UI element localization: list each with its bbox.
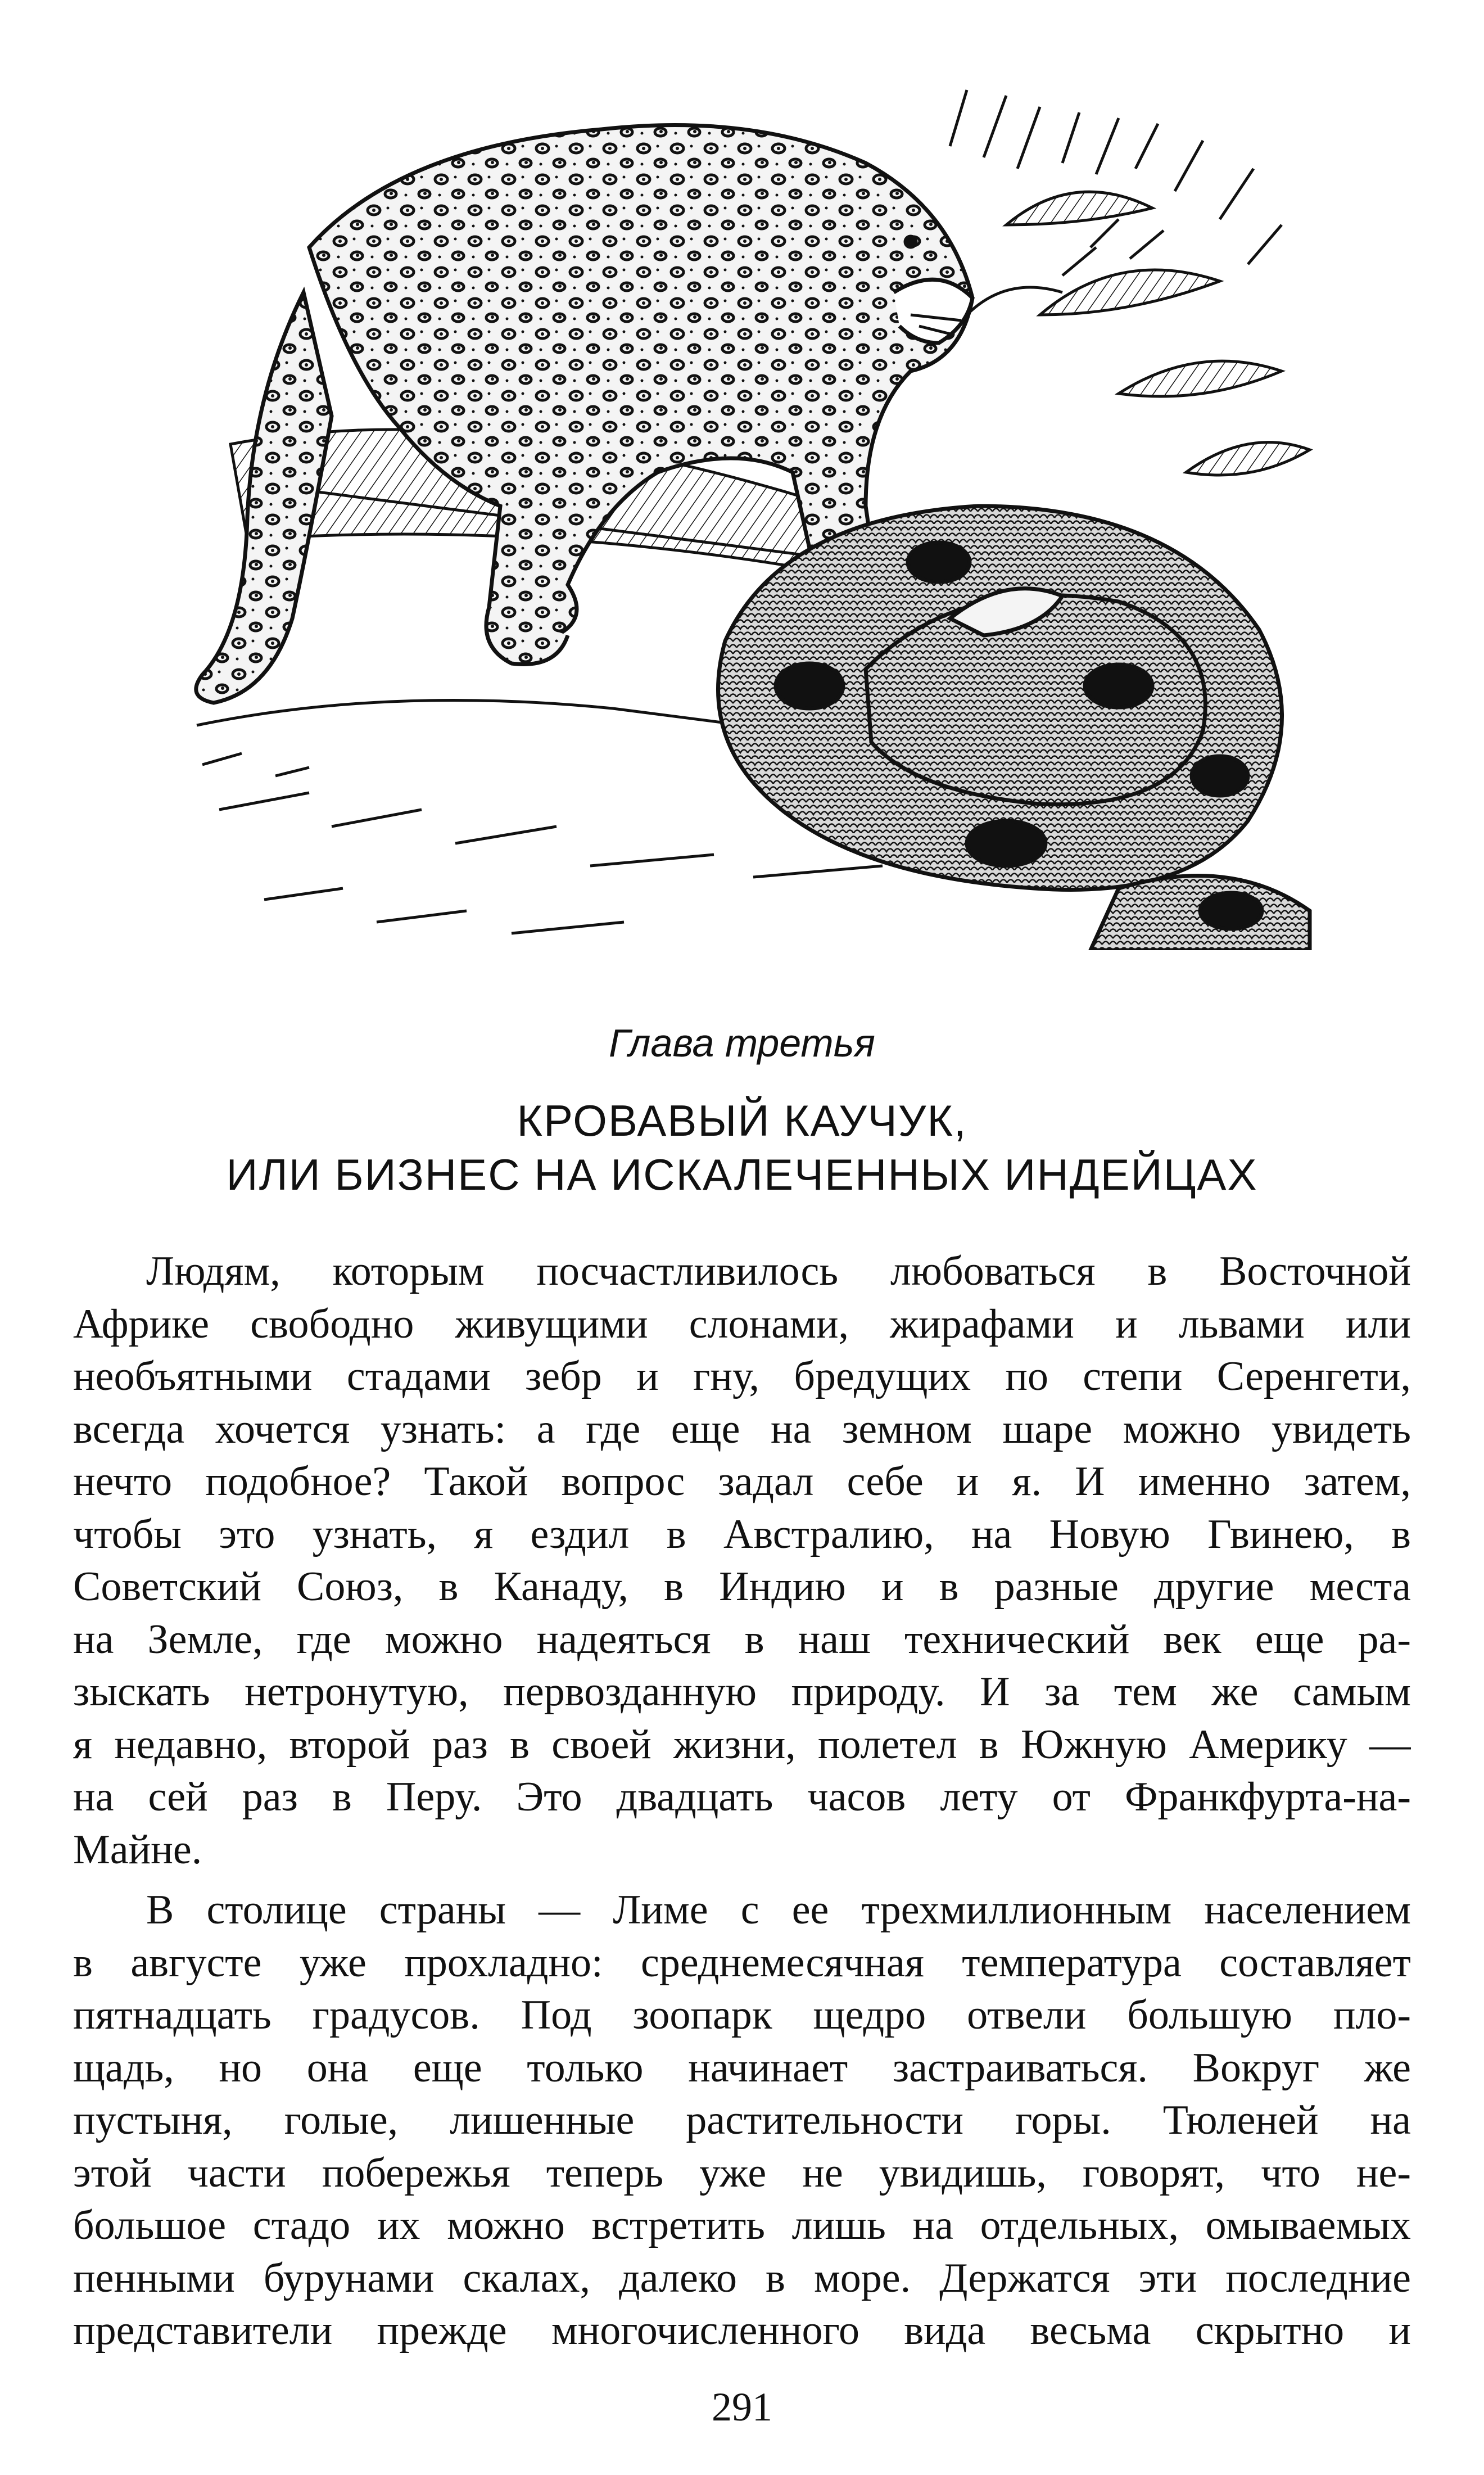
page-number: 291 [712,2384,772,2429]
text-line: я недавно, второй раз в своей жизни, полетел в Южную Америку — [73,1721,1411,1768]
text-line: пятнадцать градусов. Под зоопарк щедро отвели большую пло- [73,1992,1411,2038]
text-line: Людям, которым посчастливилось любоваться в Восточной [146,1248,1411,1294]
paragraph-2 [73,1884,1411,2357]
text-line: необъятными стадами зебр и гну, бредущих по степи Серенгети, [73,1353,1411,1399]
text-line: большое стадо их можно встретить лишь на отдельных, омываемых [73,2202,1411,2248]
text-line: на Земле, где можно надеяться в наш технический век еще ра- [73,1616,1411,1663]
chapter-title-line-2: ИЛИ БИЗНЕС НА ИСКАЛЕЧЕННЫХ ИНДЕЙЦАХ [226,1150,1258,1199]
anaconda [718,506,1310,950]
text-line: этой части побережья теперь уже не увидишь, говорят, что не- [73,2149,1411,2196]
text-line: щадь, но она еще только начинает застраиваться. Вокруг же [73,2044,1411,2091]
paragraph-1 [73,1245,1411,1876]
chapter-title-line-1: КРОВАВЫЙ КАУЧУК, [517,1096,967,1145]
text-line: на сей раз в Перу. Это двадцать часов лету от Франкфурта-на- [73,1774,1411,1820]
text-line: пенными бурунами скалах, далеко в море. Держатся эти последние [73,2255,1411,2301]
text-line: пустыня, голые, лишенные растительности горы. Тюленей на [73,2097,1411,2143]
chapter-title [0,1094,1484,1202]
text-line: представители прежде многочисленного вида весьма скрытно и [73,2307,1411,2354]
body-text [73,1245,1411,2365]
text-line: нечто подобное? Такой вопрос задал себе и я. И именно затем, [73,1458,1411,1505]
text-line: В столице страны — Лиме с ее трехмиллионным населением [146,1887,1411,1933]
text-line: Советский Союз, в Канаду, в Индию и в разные другие места [73,1564,1411,1610]
text-line: всегда хочется узнать: а где еще на земном шаре можно увидеть [73,1406,1411,1452]
illustration-drawing [163,79,1321,950]
text-line: чтобы это узнать, я ездил в Австралию, на Новую Гвинею, в [73,1511,1411,1557]
jaguar-anaconda-illustration [163,79,1321,950]
text-line: Африке свободно живущими слонами, жирафами и львами или [73,1300,1411,1347]
text-line: зыскать нетронутую, первозданную природу. И за тем же самым [73,1669,1411,1715]
text-line: в августе уже прохладно: среднемесячная температура составляет [73,1939,1411,1986]
jungle-foliage [950,90,1310,475]
text-line: Майне. [73,1826,202,1873]
chapter-label: Глава третья [609,1021,875,1065]
